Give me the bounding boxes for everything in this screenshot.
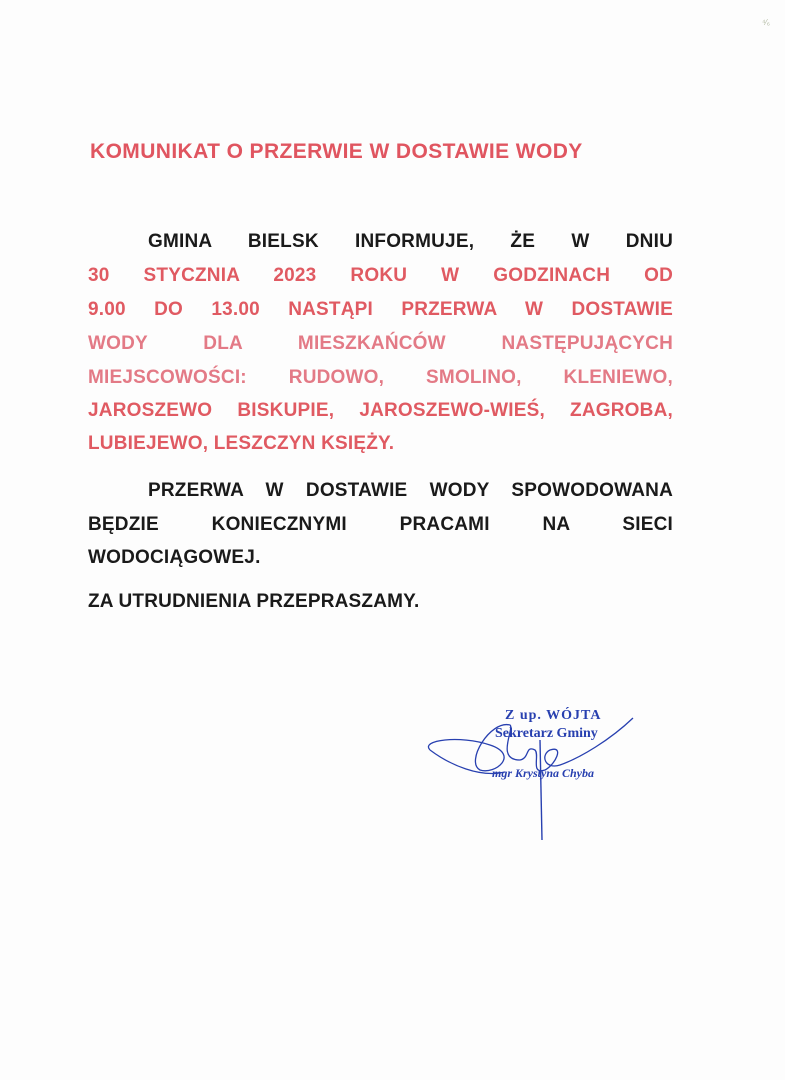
stamp-line: mgr Krystyna Chyba — [492, 766, 595, 780]
stamp-line: Z up. WÓJTA — [505, 708, 602, 723]
body-line: WODY DLA MIESZKAŃCÓW NASTĘPUJĄCYCH — [88, 333, 673, 354]
body-line: WODOCIĄGOWEJ. — [88, 547, 261, 568]
scan-mark: ⁴⁄₆ — [762, 18, 770, 27]
body-line: LUBIEJEWO, LESZCZYN KSIĘŻY. — [88, 433, 395, 454]
body-line: MIEJSCOWOŚCI: RUDOWO, SMOLINO, KLENIEWO, — [88, 367, 673, 388]
handwritten-signature — [420, 700, 650, 850]
body-line: BĘDZIE KONIECZNYMI PRACAMI NA SIECI — [88, 514, 673, 535]
stamp-line: Sekretarz Gminy — [495, 726, 598, 741]
closing-line: ZA UTRUDNIENIA PRZEPRASZAMY. — [88, 591, 420, 612]
body-line: GMINA BIELSK INFORMUJE, ŻE W DNIU — [148, 231, 673, 252]
body-line: JAROSZEWO BISKUPIE, JAROSZEWO-WIEŚ, ZAGROBA, — [88, 400, 673, 421]
body-line: 30 STYCZNIA 2023 ROKU W GODZINACH OD — [88, 265, 673, 286]
body-line: 9.00 DO 13.00 NASTĄPI PRZERWA W DOSTAWIE — [88, 299, 673, 320]
document-title: KOMUNIKAT O PRZERWIE W DOSTAWIE WODY — [90, 140, 583, 163]
signature-stamp — [420, 700, 650, 850]
body-line: PRZERWA W DOSTAWIE WODY SPOWODOWANA — [148, 480, 673, 501]
